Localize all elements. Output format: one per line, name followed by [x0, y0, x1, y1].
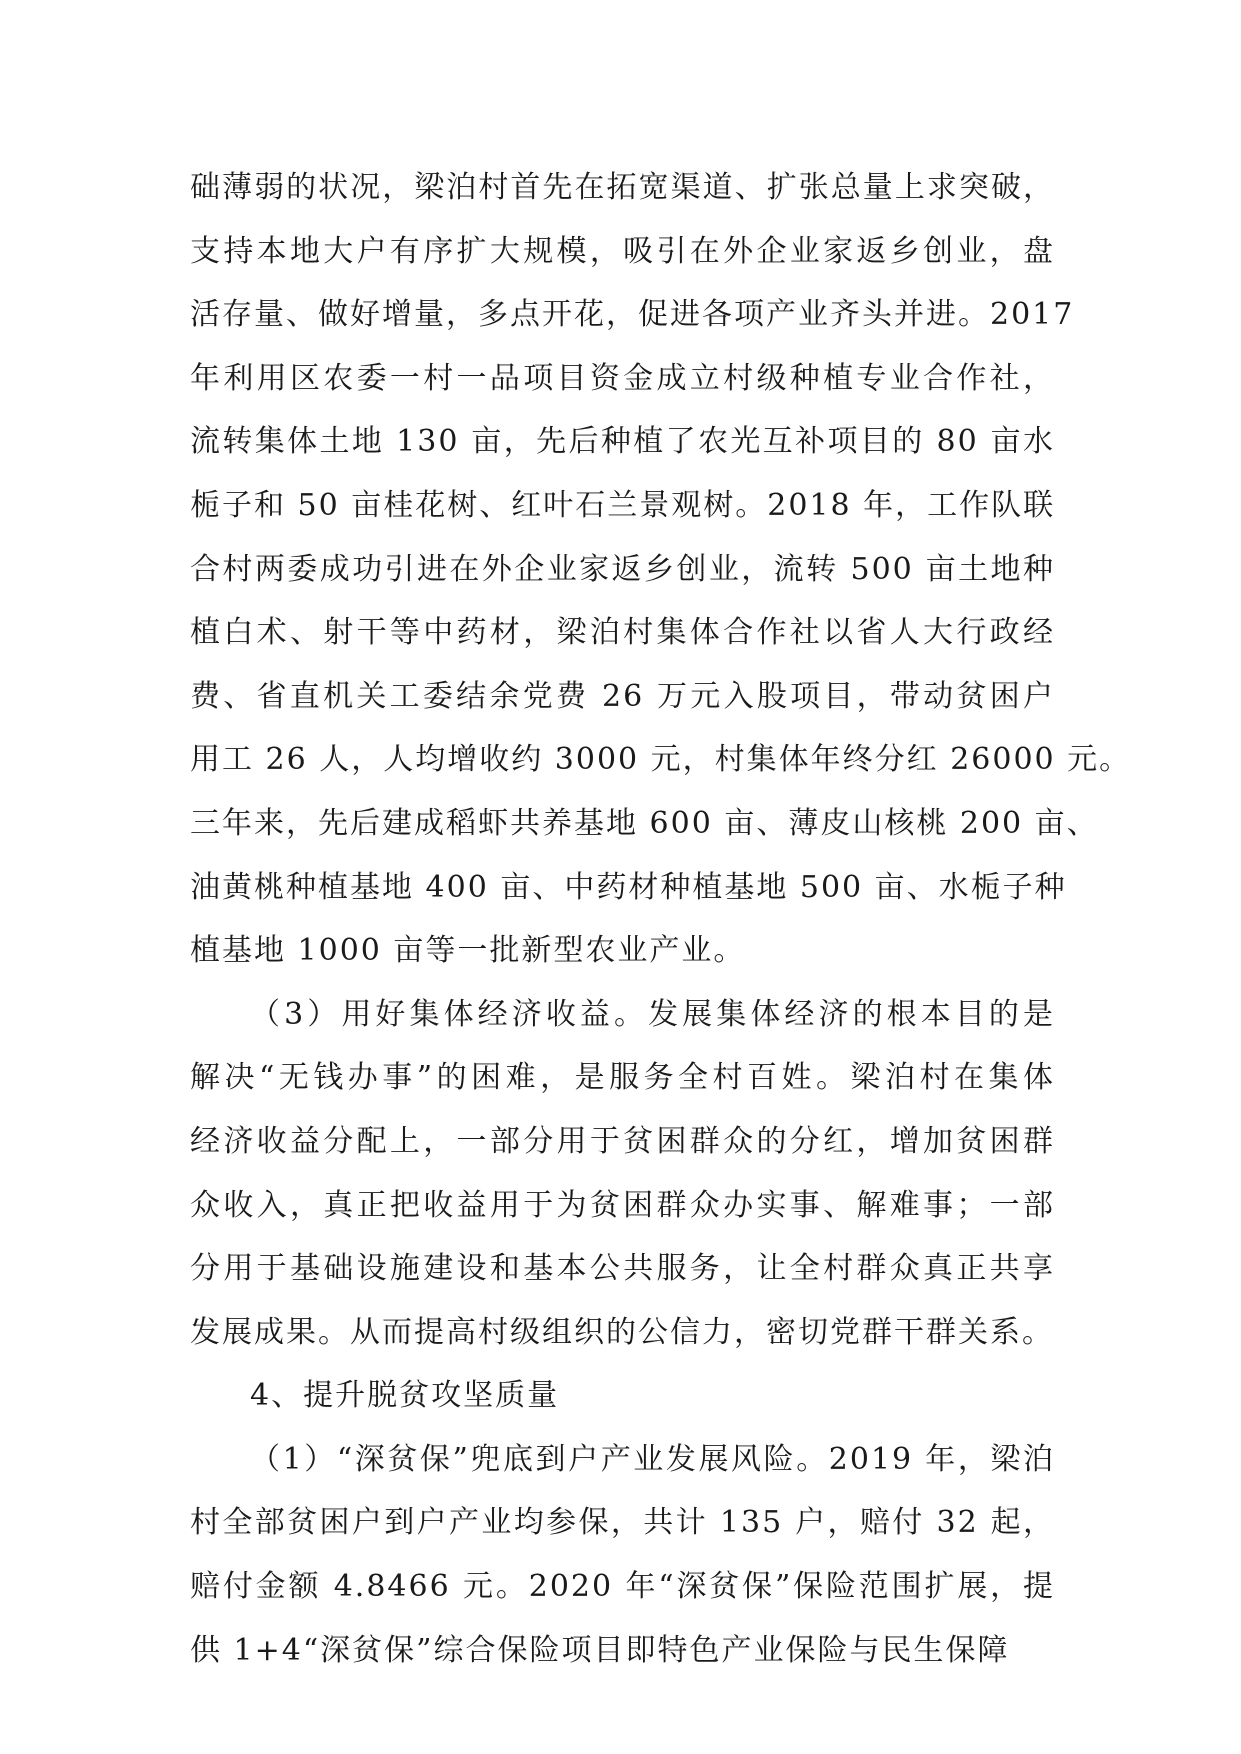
paragraph-p1 — [190, 156, 1132, 983]
text-line: 支持本地大户有序扩大规模，吸引在外企业家返乡创业，盘 — [190, 233, 1055, 269]
text-line: （1）“深贫保”兜底到户产业发展风险。2019 年，梁泊 — [250, 1441, 1055, 1477]
text-line: 经济收益分配上，一部分用于贫困群众的分红，增加贫困群 — [190, 1123, 1055, 1159]
text-line: 供 1+4“深贫保”综合保险项目即特色产业保险与民生保障 — [190, 1632, 1010, 1668]
paragraph-p3 — [190, 1364, 1055, 1428]
text-line: 活存量、做好增量，多点开花，促进各项产业齐头并进。2017 — [190, 297, 1075, 333]
text-line: 费、省直机关工委结余党费 26 万元入股项目，带动贫困户 — [190, 678, 1055, 714]
paragraph-p4 — [190, 1428, 1055, 1682]
text-line: 三年来，先后建成稻虾共养基地 600 亩、薄皮山核桃 200 亩、 — [190, 805, 1099, 841]
text-line: 础薄弱的状况，梁泊村首先在拓宽渠道、扩张总量上求突破， — [190, 170, 1055, 205]
text-line: 用工 26 人，人均增收约 3000 元，村集体年终分红 26000 元。 — [190, 742, 1132, 778]
text-line: 解决“无钱办事”的困难，是服务全村百姓。梁泊村在集体 — [190, 1060, 1055, 1096]
text-line: 村全部贫困户到户产业均参保，共计 135 户，赔付 32 起， — [190, 1505, 1055, 1541]
document-body — [190, 156, 1132, 1682]
text-line: 年利用区农委一村一品项目资金成立村级种植专业合作社， — [190, 360, 1055, 396]
text-line: 分用于基础设施建设和基本公共服务，让全村群众真正共享 — [190, 1251, 1055, 1287]
text-line: 众收入，真正把收益用于为贫困群众办实事、解难事；一部 — [190, 1187, 1055, 1223]
text-line: 合村两委成功引进在外企业家返乡创业，流转 500 亩土地种 — [190, 551, 1055, 587]
text-line: 植基地 1000 亩等一批新型农业产业。 — [190, 933, 746, 969]
text-line: 流转集体土地 130 亩，先后种植了农光互补项目的 80 亩水 — [190, 424, 1055, 460]
paragraph-p2 — [190, 983, 1055, 1365]
text-line: 4、提升脱贫攻坚质量 — [250, 1378, 560, 1414]
text-line: 栀子和 50 亩桂花树、红叶石兰景观树。2018 年，工作队联 — [190, 487, 1056, 523]
text-line: 油黄桃种植基地 400 亩、中药材种植基地 500 亩、水栀子种 — [190, 869, 1067, 905]
text-line: 赔付金额 4.8466 元。2020 年“深贫保”保险范围扩展，提 — [190, 1569, 1055, 1605]
text-line: 发展成果。从而提高村级组织的公信力，密切党群干群关系。 — [190, 1314, 1054, 1350]
text-line: （3）用好集体经济收益。发展集体经济的根本目的是 — [250, 996, 1055, 1032]
text-line: 植白术、射干等中药材，梁泊村集体合作社以省人大行政经 — [190, 615, 1055, 651]
